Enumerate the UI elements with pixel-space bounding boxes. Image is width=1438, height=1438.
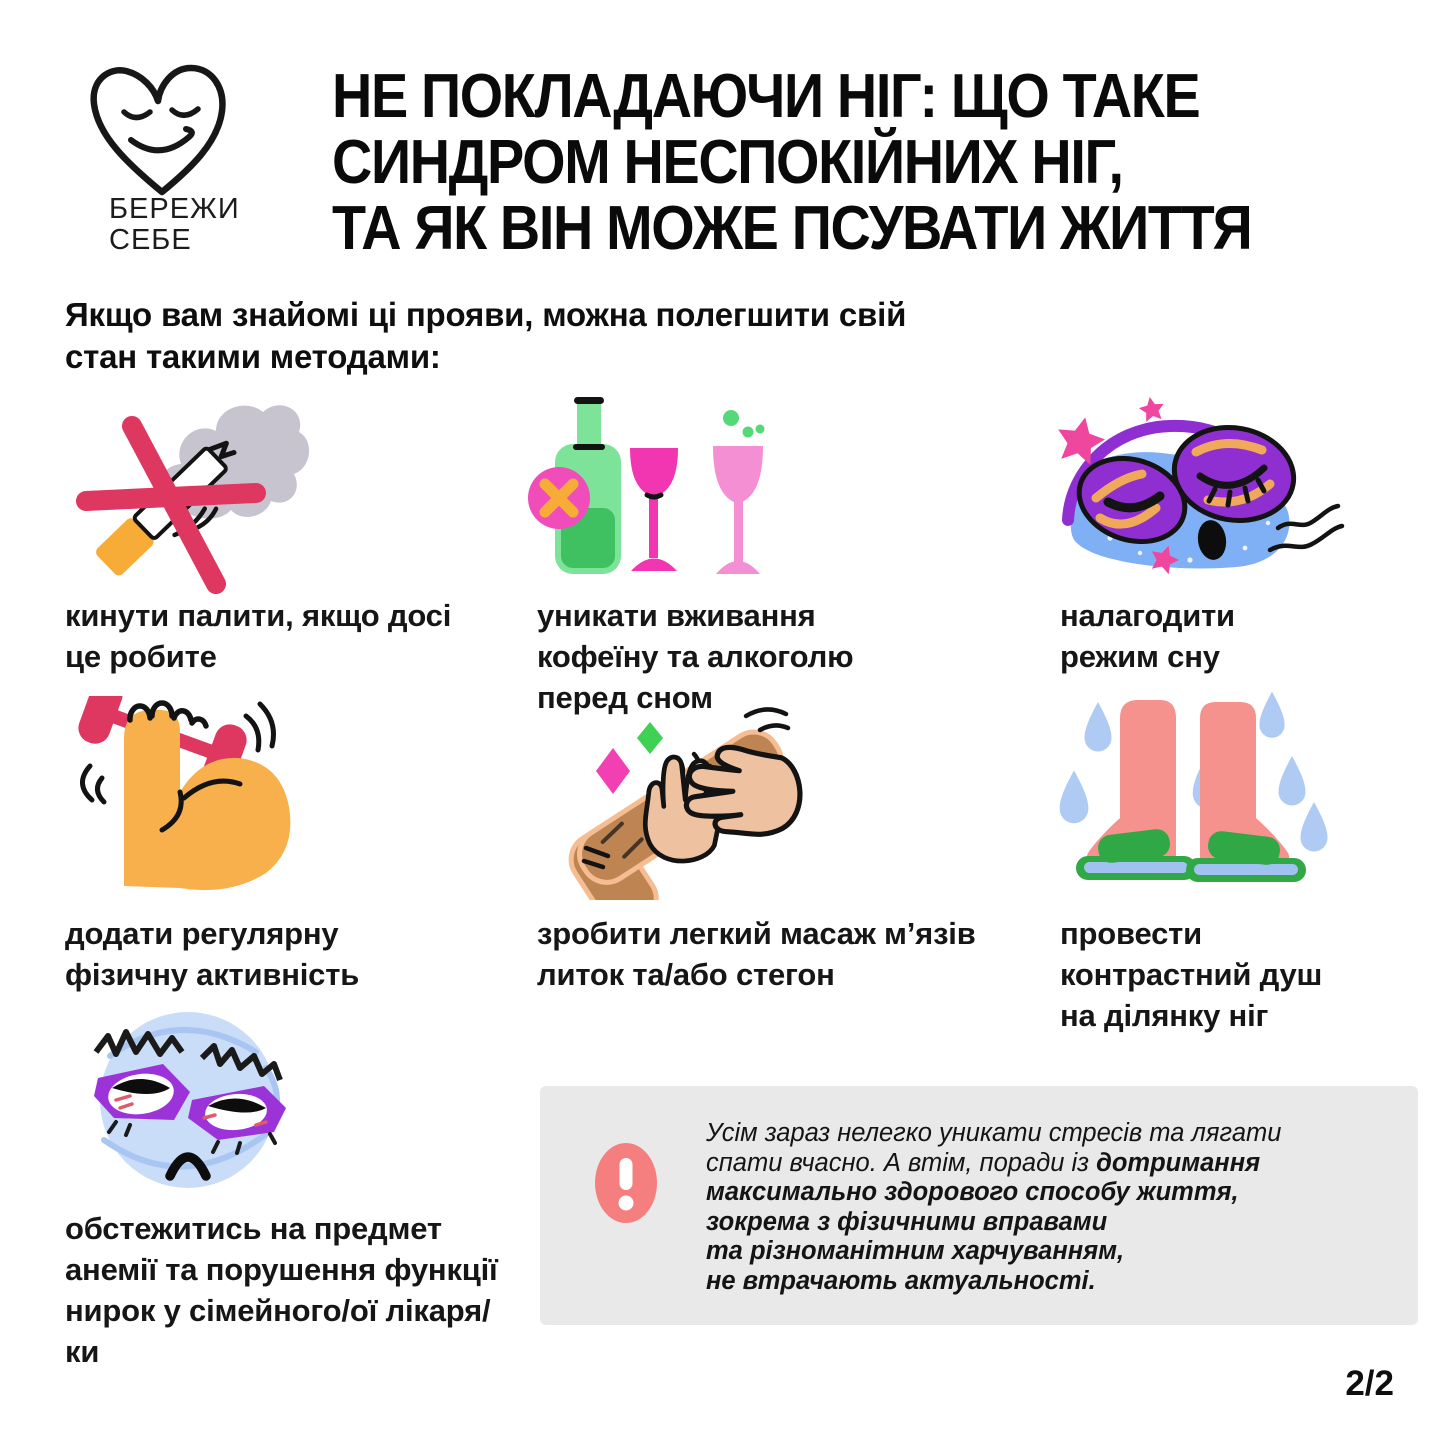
note-line: спати вчасно. А втім, поради із дотримання: [706, 1148, 1261, 1177]
intro-text: Якщо вам знайомі ці прояви, можна полегшити свій стан такими методами:: [65, 296, 907, 375]
tip-caption-massage: зробити легкий масаж м’язів литок та/або стегон: [537, 916, 976, 992]
logo-wordmark: [109, 194, 240, 256]
heart-face-icon: [76, 50, 248, 200]
tip-caption-sleep-schedule: налагодити режим сну: [1060, 598, 1235, 674]
page-title: [332, 64, 1438, 262]
note-line: не втрачають актуальності.: [706, 1266, 1096, 1295]
logo-text-line1: БЕРЕЖИ: [109, 193, 240, 225]
tip-caption-avoid-alcohol: уникати вживання кофеїну та алкоголю перед сном: [537, 598, 854, 715]
note-line: Усім зараз нелегко уникати стресів та лягати: [706, 1119, 1282, 1147]
note-line: максимально здорового способу життя,: [706, 1178, 1239, 1206]
no-alcohol-caffeine-icon: [528, 388, 812, 590]
page-number: 2/2: [1345, 1364, 1394, 1403]
sleep-mask-icon: [1040, 388, 1354, 592]
note-line: зокрема з фізичними вправами: [706, 1207, 1108, 1236]
note-line: та різноманітним харчуванням,: [706, 1237, 1125, 1265]
warning-icon: [594, 1142, 658, 1224]
tip-caption-contrast-shower: провести контрастний душ на ділянку ніг: [1060, 916, 1323, 1033]
exercise-arm-icon: [60, 696, 322, 900]
logo-text-line2: СЕБЕ: [109, 224, 192, 256]
tired-face-icon: [68, 998, 312, 1202]
tip-caption-medical-check: обстежитись на предмет анемії та порушення функції нирок у сімейного/ої лікаря/ки: [65, 1211, 498, 1369]
title-line-2: СИНДРОМ НЕСПОКІЙНИХ НІГ,: [332, 128, 1123, 197]
title-line-1: НЕ ПОКЛАДАЮЧИ НІГ: ЩО ТАКЕ: [332, 62, 1200, 131]
tip-caption-quit-smoking: кинути палити, якщо досі це робите: [65, 598, 452, 674]
no-smoking-icon: [58, 386, 320, 596]
title-line-3: ТА ЯК ВІН МОЖЕ ПСУВАТИ ЖИТТЯ: [332, 194, 1252, 263]
note-text: [706, 1119, 1406, 1296]
note-box: [540, 1086, 1418, 1325]
contrast-shower-icon: [1058, 688, 1342, 902]
leg-massage-icon: [528, 696, 832, 900]
tip-caption-physical-activity: додати регулярну фізичну активність: [65, 916, 360, 992]
